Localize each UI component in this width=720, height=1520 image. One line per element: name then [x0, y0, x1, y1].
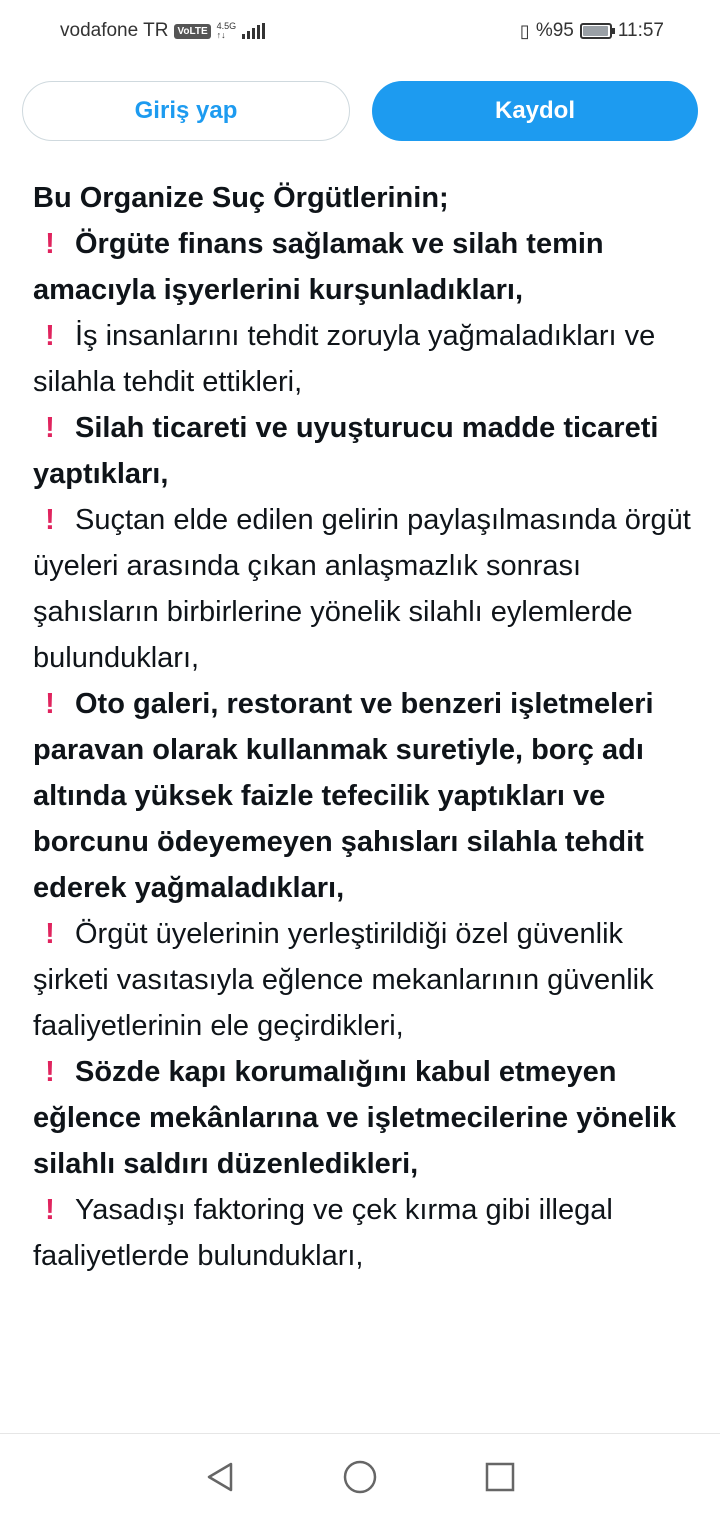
red-exclamation-icon: ! [45, 320, 55, 352]
vibrate-icon: ▯ [519, 20, 530, 41]
tweet-line-text: Suçtan elde edilen gelirin paylaşılmasında örgüt üyeleri arasında çıkan anlaşmazlık sonrası şahısların birbirlerine yönelik silahlı eylemlerde [33, 504, 691, 628]
tweet-line [33, 497, 698, 635]
tweet-line [33, 1187, 698, 1279]
network-sub: ↑↓ [216, 30, 226, 40]
red-exclamation-icon: ! [45, 688, 55, 720]
tweet-text [33, 175, 698, 1433]
clock: 11:57 [617, 20, 664, 41]
triangle-back-icon[interactable] [200, 1457, 240, 1497]
square-recents-icon[interactable] [480, 1457, 520, 1497]
tweet-line-text: Silah ticareti ve uyuşturucu madde ticareti yaptıkları, [33, 412, 659, 490]
red-exclamation-icon: ! [45, 228, 55, 260]
battery-icon [580, 23, 612, 39]
network-type [217, 22, 237, 40]
red-exclamation-icon: ! [45, 1056, 55, 1088]
status-bar [0, 0, 720, 62]
tweet-line-text: İş insanlarını tehdit zoruyla yağmaladıkları ve silahla tehdit ettikleri, [33, 320, 656, 398]
carrier-name: vodafone TR [60, 20, 169, 41]
tweet-line-text: Örgüte finans sağlamak ve silah temin amacıyla işyerlerini kurşunladıkları, [33, 228, 604, 306]
tweet-line-text: Yasadışı faktoring ve çek kırma gibi illegal faaliyetlerde bulundukları, [33, 1194, 613, 1272]
red-exclamation-icon: ! [45, 504, 55, 536]
battery-fill [583, 26, 608, 36]
status-right [520, 20, 664, 42]
status-left [60, 20, 265, 42]
tweet-line [33, 405, 698, 497]
tweet-line [33, 911, 698, 1049]
tweet-line-text: bulundukları, [33, 642, 200, 674]
tweet-line [33, 1049, 698, 1187]
network-label: 4.5G [216, 21, 237, 31]
tweet-intro: Bu Organize Suç Örgütlerinin; [33, 182, 449, 214]
circle-home-icon[interactable] [340, 1457, 380, 1497]
red-exclamation-icon: ! [45, 1194, 55, 1226]
tweet-line-text: Oto galeri, restorant ve benzeri işletmeleri paravan olarak kullanmak suretiyle, borç adı altında yüksek faizle tefecilik yaptıkları ve borcunu ödeyemeyen şahısları silahla tehdit ederek yağmaladıkları, [33, 688, 654, 904]
signup-button[interactable]: Kaydol [372, 81, 698, 141]
auth-header [0, 72, 720, 150]
tweet-items [33, 221, 698, 1279]
tweet-line [33, 221, 698, 313]
tweet-line [33, 681, 698, 911]
tweet-line-text: Örgüt üyelerinin yerleştirildiği özel güvenlik şirketi vasıtasıyla eğlence mekanlarının güvenlik faaliyetlerinin ele geçirdikleri, [33, 918, 654, 1042]
volte-badge: VoLTE [174, 24, 210, 39]
red-exclamation-icon: ! [45, 412, 55, 444]
tweet-line [33, 635, 698, 681]
login-button[interactable]: Giriş yap [22, 81, 350, 141]
system-navbar [0, 1433, 720, 1520]
tweet-line-text: Sözde kapı korumalığını kabul etmeyen eğlence mekânlarına ve işletmecilerine yönelik silahlı saldırı düzenledikleri, [33, 1056, 677, 1180]
red-exclamation-icon: ! [45, 918, 55, 950]
tweet-line [33, 313, 698, 405]
battery-percent: %95 [535, 20, 574, 41]
signal-icon [242, 23, 265, 39]
